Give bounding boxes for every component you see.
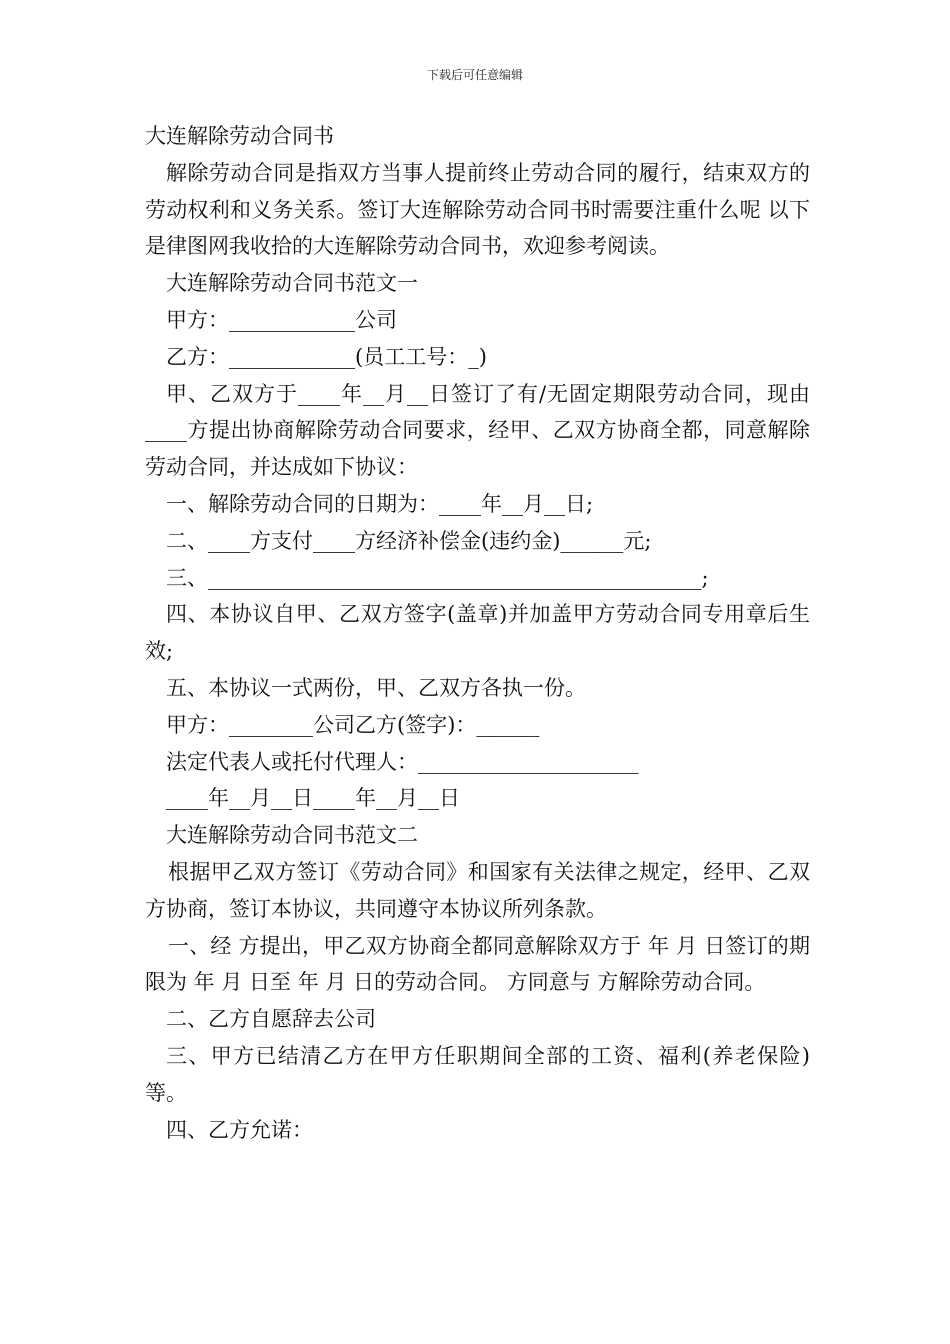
document-body bbox=[145, 118, 810, 1148]
representative-line: 法定代表人或托付代理人：_____________________ bbox=[166, 749, 639, 774]
party-b-line: 乙方：____________(员工工号：_) bbox=[166, 344, 487, 369]
date-line: ____年__月__日____年__月__日 bbox=[166, 786, 460, 811]
sample1-heading: 大连解除劳动合同书范文一 bbox=[166, 271, 418, 296]
sample1-clause-3: 三、_______________________________________________; bbox=[166, 565, 709, 590]
sample2-clause-1: 一、经 方提出，甲乙双方协商全都同意解除双方于 年 月 日签订的期限为 年 月 日至 年 月 日的劳动合同。 方同意与 方解除劳动合同。 bbox=[145, 933, 810, 995]
sample1-clause-2: 二、____方支付____方经济补偿金(违约金)______元; bbox=[166, 528, 652, 553]
sample2-clause-2: 二、乙方自愿辞去公司 bbox=[166, 1007, 376, 1032]
sample1-preamble: 甲、乙双方于____年__月__日签订了有/无固定期限劳动合同，现由____方提出协商解除劳动合同要求，经甲、乙双方协商全都，同意解除劳动合同，并达成如下协议： bbox=[145, 381, 810, 480]
sample2-heading: 大连解除劳动合同书范文二 bbox=[166, 823, 418, 848]
signature-line: 甲方：________公司乙方(签字)：______ bbox=[166, 712, 540, 737]
party-a-line: 甲方：____________公司 bbox=[166, 307, 397, 332]
document-title: 大连解除劳动合同书 bbox=[145, 124, 334, 148]
sample1-clause-4: 四、本协议自甲、乙双方签字(盖章)并加盖甲方劳动合同专用章后生效; bbox=[145, 602, 810, 664]
sample2-clause-3: 三、甲方已结清乙方在甲方任职期间全部的工资、福利(养老保险)等。 bbox=[145, 1043, 810, 1105]
intro-paragraph: 解除劳动合同是指双方当事人提前终止劳动合同的履行，结束双方的劳动权利和义务关系。签订大连解除劳动合同书时需要注重什么呢 以下是律图网我收拾的大连解除劳动合同书，欢迎参考阅读。 bbox=[145, 160, 810, 259]
sample1-clause-5: 五、本协议一式两份，甲、乙双方各执一份。 bbox=[166, 675, 586, 700]
sample2-clause-4: 四、乙方允诺： bbox=[166, 1117, 313, 1142]
sample2-preamble: 根据甲乙双方签订《劳动合同》和国家有关法律之规定，经甲、乙双方协商，签订本协议，共同遵守本协议所列条款。 bbox=[145, 859, 810, 921]
page-header: 下载后可任意编辑 bbox=[426, 68, 523, 82]
sample1-clause-1: 一、解除劳动合同的日期为：____年__月__日; bbox=[166, 491, 594, 516]
